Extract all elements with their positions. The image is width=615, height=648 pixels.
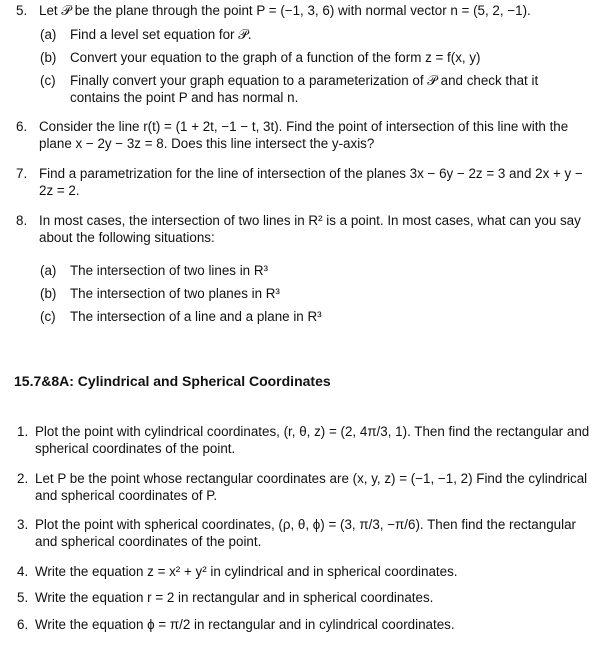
problem-text: Plot the point with cylindrical coordinates, (r, θ, z) = (2, 4π/3, 1). Then find the rectangular and spherical coordinates of the point. — [35, 424, 590, 456]
problem-8 — [0, 212, 615, 246]
problem-8b — [0, 285, 615, 302]
problem-5a — [0, 26, 615, 43]
problem-7 — [0, 165, 615, 199]
problem-5 — [0, 2, 615, 19]
problem-text: Find a parametrization for the line of intersection of the planes 3x − 6y − 2z = 3 and 2x + y − 2z = 2. — [39, 166, 583, 198]
subpart-label: (c) — [40, 309, 56, 324]
section-heading: 15.7&8A: Cylindrical and Spherical Coordinates — [14, 373, 331, 389]
subpart-text: Convert your equation to the graph of a function of the form z = f(x, y) — [70, 50, 481, 65]
problem-text: Let P be the point whose rectangular coordinates are (x, y, z) = (−1, −1, 2) Find the cylindrical and spherical coordinates of P. — [35, 471, 588, 503]
problem-number: 2. — [17, 471, 29, 486]
problem-number: 1. — [17, 424, 29, 439]
subpart-text: The intersection of two planes in R³ — [70, 286, 280, 301]
subpart-label: (a) — [40, 263, 57, 278]
problem-text: Write the equation z = x² + y² in cylindrical and in spherical coordinates. — [35, 564, 458, 579]
problem-5b — [0, 49, 615, 66]
section-question-2 — [0, 470, 615, 504]
problem-number: 7. — [16, 166, 28, 181]
problem-text: Let 𝒫 be the plane through the point P = (−1, 3, 6) with normal vector n = (5, 2, −1). — [39, 3, 531, 18]
subpart-text: Find a level set equation for 𝒫. — [70, 27, 252, 42]
subpart-text: The intersection of a line and a plane in R³ — [70, 309, 322, 324]
section-question-4 — [0, 563, 615, 580]
problem-number: 4. — [17, 564, 29, 579]
problem-number: 6. — [16, 119, 28, 134]
problem-text: Write the equation ϕ = π/2 in rectangular and in cylindrical coordinates. — [35, 617, 455, 632]
problem-text: In most cases, the intersection of two lines in R² is a point. In most cases, what can you say about the following situations: — [39, 213, 581, 245]
section-question-5 — [0, 589, 615, 606]
subpart-text: Finally convert your graph equation to a parameterization of 𝒫 and check that it contains the point P and has normal n. — [70, 73, 539, 105]
problem-6 — [0, 118, 615, 152]
subpart-text: The intersection of two lines in R³ — [70, 263, 268, 278]
problem-text: Write the equation r = 2 in rectangular and in spherical coordinates. — [35, 590, 434, 605]
subpart-label: (c) — [40, 73, 56, 88]
problem-number: 6. — [17, 617, 29, 632]
problem-5c — [0, 72, 615, 106]
subpart-label: (a) — [40, 27, 57, 42]
subpart-label: (b) — [40, 50, 57, 65]
section-question-6 — [0, 616, 615, 633]
problem-8a — [0, 262, 615, 279]
problem-number: 8. — [16, 213, 28, 228]
problem-8c — [0, 308, 615, 325]
problem-text: Consider the line r(t) = (1 + 2t, −1 − t, 3t). Find the point of intersection of this line with the plane x − 2y − 3z = 8. Does this line intersect the y-axis? — [39, 119, 569, 151]
section-question-3 — [0, 516, 615, 550]
problem-number: 3. — [17, 517, 29, 532]
problem-number: 5. — [17, 590, 29, 605]
problem-text: Plot the point with spherical coordinates, (ρ, θ, ϕ) = (3, π/3, −π/6). Then find the rectangular and spherical coordinates of the point. — [35, 517, 576, 549]
problem-number: 5. — [16, 3, 28, 18]
section-question-1 — [0, 423, 615, 457]
subpart-label: (b) — [40, 286, 57, 301]
problem-5-stem — [0, 2, 591, 19]
